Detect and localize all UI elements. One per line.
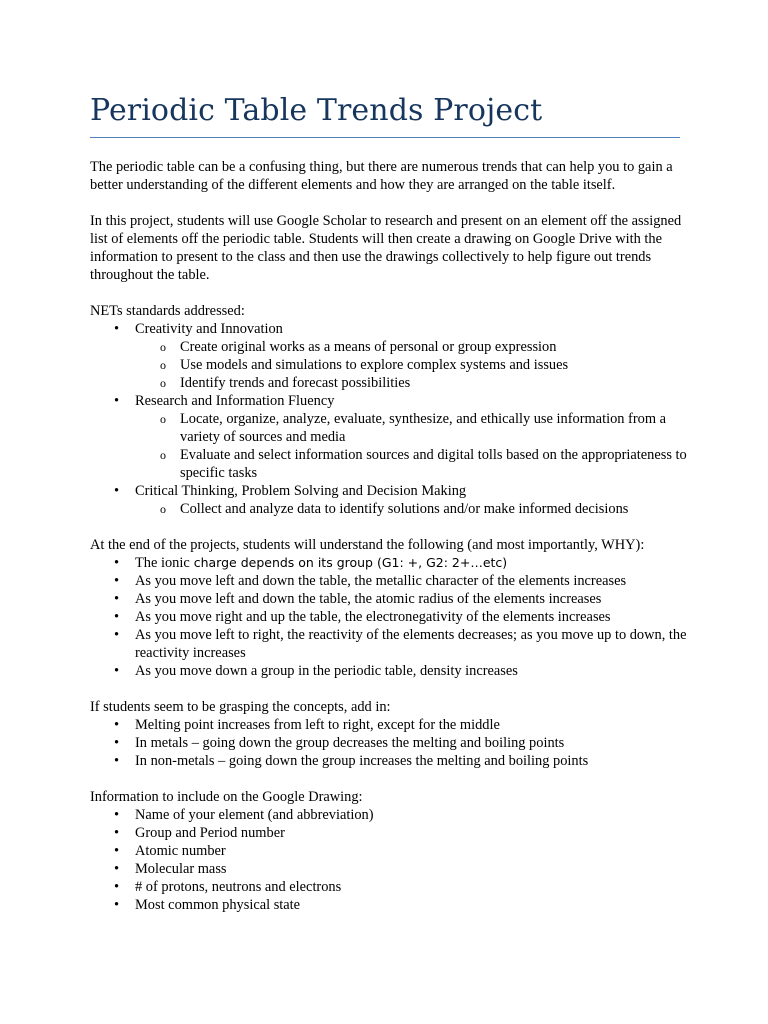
- list-item-label: Most common physical state: [135, 897, 301, 913]
- bullet-icon: •: [114, 717, 120, 733]
- list-item: [90, 842, 690, 860]
- list-item: [90, 626, 690, 662]
- sub-list-item-label: Evaluate and select information sources and digital tolls based on the appropriateness to specific tasks: [180, 447, 687, 481]
- list-item-label: In non-metals – going down the group increases the melting and boiling points: [135, 753, 589, 769]
- circle-bullet-icon: o: [160, 358, 166, 372]
- circle-bullet-icon: o: [160, 340, 166, 354]
- paragraph-gap: [90, 194, 690, 212]
- nets-list: [90, 320, 690, 518]
- sub-list-item: [90, 356, 690, 374]
- bullet-icon: •: [114, 861, 120, 877]
- extension-heading: If students seem to be grasping the concepts, add in:: [90, 699, 391, 715]
- list-item-label: Critical Thinking, Problem Solving and Decision Making: [135, 483, 467, 499]
- list-item: [90, 824, 690, 842]
- list-item: [90, 806, 690, 824]
- list-item-label: Group and Period number: [135, 825, 285, 841]
- sub-list-item: [90, 500, 690, 518]
- understand-list: [90, 554, 690, 680]
- list-item: [90, 482, 690, 500]
- paragraph-gap: [90, 518, 690, 536]
- list-item: [90, 608, 690, 626]
- document-body: [90, 158, 690, 914]
- drawing-info-heading: Information to include on the Google Drawing:: [90, 789, 363, 805]
- bullet-icon: •: [114, 753, 120, 769]
- list-item: [90, 896, 690, 914]
- list-item: [90, 878, 690, 896]
- page-title: Periodic Table Trends Project: [90, 93, 543, 128]
- intro-paragraph: The periodic table can be a confusing thing, but there are numerous trends that can help you to gain a better understanding of the different elements and how they are arranged on the table itself.: [90, 159, 673, 193]
- list-item-label-prefix: The ionic: [135, 555, 190, 571]
- sub-list-item-label: Locate, organize, analyze, evaluate, synthesize, and ethically use information from a variety of sources and media: [180, 411, 667, 445]
- paragraph-gap: [90, 680, 690, 698]
- nets-heading: NETs standards addressed:: [90, 303, 245, 319]
- list-item: [90, 716, 690, 734]
- bullet-icon: •: [114, 663, 120, 679]
- circle-bullet-icon: o: [160, 448, 166, 462]
- circle-bullet-icon: o: [160, 502, 166, 516]
- paragraph-gap: [90, 284, 690, 302]
- list-item-label: Creativity and Innovation: [135, 321, 283, 337]
- bullet-icon: •: [114, 825, 120, 841]
- list-item-label: # of protons, neutrons and electrons: [135, 879, 342, 895]
- bullet-icon: •: [114, 735, 120, 751]
- bullet-icon: •: [114, 573, 120, 589]
- circle-bullet-icon: o: [160, 412, 166, 426]
- sub-list-item-label: Create original works as a means of personal or group expression: [180, 339, 557, 355]
- bullet-icon: •: [114, 843, 120, 859]
- drawing-info-list: [90, 806, 690, 914]
- bullet-icon: •: [114, 609, 120, 625]
- bullet-icon: •: [114, 879, 120, 895]
- bullet-icon: •: [114, 627, 120, 643]
- title-underline: [90, 137, 680, 138]
- list-item: [90, 860, 690, 878]
- list-item-label: As you move down a group in the periodic table, density increases: [135, 663, 518, 679]
- list-item: [90, 734, 690, 752]
- sub-list-item-label: Use models and simulations to explore complex systems and issues: [180, 357, 569, 373]
- sub-list-item: [90, 338, 690, 356]
- list-item: [90, 752, 690, 770]
- list-item: [90, 392, 690, 410]
- circle-bullet-icon: o: [160, 376, 166, 390]
- list-item-label: As you move right and up the table, the electronegativity of the elements increases: [135, 609, 611, 625]
- bullet-icon: •: [114, 393, 120, 409]
- paragraph-gap: [90, 770, 690, 788]
- list-item-label: Name of your element (and abbreviation): [135, 807, 374, 823]
- list-item-label: Molecular mass: [135, 861, 227, 877]
- list-item-label: As you move left and down the table, the metallic character of the elements increases: [135, 573, 627, 589]
- list-item: [90, 554, 690, 572]
- sub-list-item-label: Identify trends and forecast possibilities: [180, 375, 411, 391]
- list-item-label: Melting point increases from left to right, except for the middle: [135, 717, 500, 733]
- list-item: [90, 320, 690, 338]
- list-item-label-rest: charge depends on its group (G1: +, G2: 2+…etc): [189, 555, 508, 570]
- list-item: [90, 572, 690, 590]
- extension-list: [90, 716, 690, 770]
- understand-heading: At the end of the projects, students will understand the following (and most importantly, WHY):: [90, 537, 645, 553]
- list-item-label: In metals – going down the group decreases the melting and boiling points: [135, 735, 565, 751]
- list-item: [90, 662, 690, 680]
- list-item-label: As you move left and down the table, the atomic radius of the elements increases: [135, 591, 602, 607]
- list-item-label: Research and Information Fluency: [135, 393, 335, 409]
- list-item-label: Atomic number: [135, 843, 226, 859]
- sub-list-item: [90, 410, 690, 446]
- bullet-icon: •: [114, 321, 120, 337]
- bullet-icon: •: [114, 591, 120, 607]
- list-item-label: As you move left to right, the reactivity of the elements decreases; as you move up to down, the reactivity increases: [135, 627, 687, 661]
- project-description-paragraph: In this project, students will use Google Scholar to research and present on an element off the assigned list of elements off the periodic table. Students will then create a drawing on Google Drive with the information to present to the class and then use the drawings collectively to help figure out trends throughout the table.: [90, 213, 682, 283]
- bullet-icon: •: [114, 897, 120, 913]
- bullet-icon: •: [114, 483, 120, 499]
- bullet-icon: •: [114, 807, 120, 823]
- bullet-icon: •: [114, 555, 120, 571]
- sub-list-item: [90, 446, 690, 482]
- sub-list-item-label: Collect and analyze data to identify solutions and/or make informed decisions: [180, 501, 629, 517]
- list-item: [90, 590, 690, 608]
- sub-list-item: [90, 374, 690, 392]
